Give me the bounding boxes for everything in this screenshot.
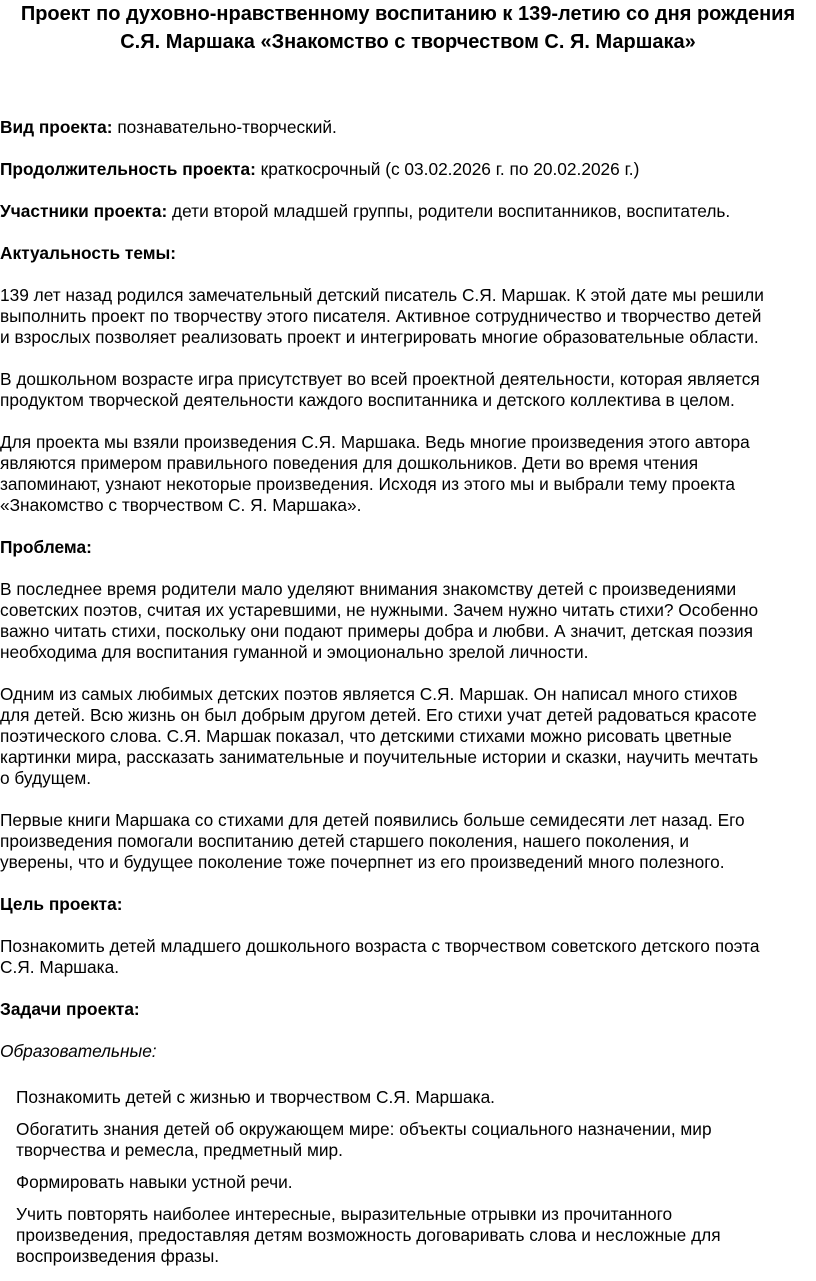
text-line: Познакомить детей с жизнью и творчеством С.Я. Маршака. [16,1087,495,1107]
field-value: краткосрочный (с 03.02.2026 г. по 20.02.2026 г.) [255,159,640,179]
tasks-subheading: Образовательные: [0,1041,157,1061]
title-line: Проект по духовно-нравственному воспитанию к 139-летию со дня рождения [20,3,796,25]
text-line: В дошкольном возрасте игра присутствует во всей проектной деятельности, которая является [0,369,760,389]
text-line: Одним из самых любимых детских поэтов является С.Я. Маршак. Он написал много стихов [0,684,738,704]
text-line: запоминают, узнают некоторые произведения. Исходя из этого мы и выбрали тему проекта [0,474,735,494]
text-line: важно читать стихи, поскольку они подают примеры добра и любви. А значит, детская поэзия [0,621,754,641]
relevance-paragraph [0,369,816,411]
section-heading: Актуальность темы: [0,243,177,263]
text-line: творчества и ремесла, предметный мир. [16,1140,343,1160]
text-line: В последнее время родители мало уделяют внимания знакомству детей с произведениями [0,579,737,599]
field-label: Вид проекта: [0,117,113,137]
text-line: Обогатить знания детей об окружающем мире: объекты социального назначении, мир [16,1119,712,1139]
document-title [0,0,816,56]
field-value: дети второй младшей группы, родители воспитанников, воспитатель. [167,201,731,221]
text-line: произведения, предоставляя детям возможность договаривать слова и несложные для [16,1225,721,1245]
section-heading: Цель проекта: [0,894,123,914]
text-line: выполнить проект по творчеству этого писателя. Активное сотрудничество и творчество детей [0,306,762,326]
text-line: произведения помогали воспитанию детей старшего поколения, нашего поколения, и [0,831,690,851]
text-line: продуктом творческой деятельности каждого воспитанника и детского коллектива в целом. [0,390,735,410]
problem-paragraph [0,579,816,663]
text-line: являются примером правильного поведения для дошкольников. Дети во время чтения [0,453,699,473]
text-line: «Знакомство с творчеством С. Я. Маршака». [0,495,362,515]
field-label: Участники проекта: [0,201,168,221]
relevance-heading [0,243,816,264]
title-line: С.Я. Маршака «Знакомство с творчеством С. Я. Маршака» [120,31,696,53]
text-line: для детей. Всю жизнь он был добрым другом детей. Его стихи учат детей радоваться красоте [0,705,757,725]
field-label: Продолжительность проекта: [0,159,256,179]
field-1 [0,159,816,180]
text-line: советских поэтов, считая их устаревшими, не нужными. Зачем нужно читать стихи? Особенно [0,600,759,620]
text-line: Учить повторять наиболее интересные, выразительные отрывки из прочитанного [16,1204,673,1224]
text-line: воспроизведения фразы. [16,1246,220,1266]
problem-paragraph [0,684,816,789]
tasks-heading [0,999,816,1020]
field-value: познавательно-творческий. [112,117,337,137]
text-line: Первые книги Маршака со стихами для детей появились больше семидесяти лет назад. Его [0,810,745,830]
text-line: необходима для воспитания гуманной и эмоционально зрелой личности. [0,642,589,662]
field-0 [0,117,816,138]
text-line: о будущем. [0,768,92,788]
problem-heading [0,537,816,558]
task-item [0,1204,816,1267]
relevance-paragraph [0,285,816,348]
field-2 [0,201,816,222]
section-heading: Проблема: [0,537,92,557]
text-line: 139 лет назад родился замечательный детский писатель С.Я. Маршак. К этой дате мы решили [0,285,764,305]
text-line: С.Я. Маршака. [0,957,120,977]
task-item [0,1172,816,1193]
text-line: картинки мира, рассказать занимательные и поучительные истории и сказки, научить мечтать [0,747,759,767]
text-line: Для проекта мы взяли произведения С.Я. Маршака. Ведь многие произведения этого автора [0,432,750,452]
goal-paragraph [0,936,816,978]
text-line: поэтического слова. С.Я. Маршак показал, что детскими стихами можно рисовать цветные [0,726,732,746]
text-line: Познакомить детей младшего дошкольного возраста с творчеством советского детского поэта [0,936,760,956]
goal-heading [0,894,816,915]
document-body [0,117,816,1278]
task-item [0,1087,816,1108]
task-item [0,1119,816,1161]
problem-paragraph [0,810,816,873]
text-line: Формировать навыки устной речи. [16,1172,293,1192]
text-line: уверены, что и будущее поколение тоже почерпнет из его произведений много полезного. [0,852,725,872]
text-line: и взрослых позволяет реализовать проект и интегрировать многие образовательные области. [0,327,759,347]
section-heading: Задачи проекта: [0,999,140,1019]
relevance-paragraph [0,432,816,516]
